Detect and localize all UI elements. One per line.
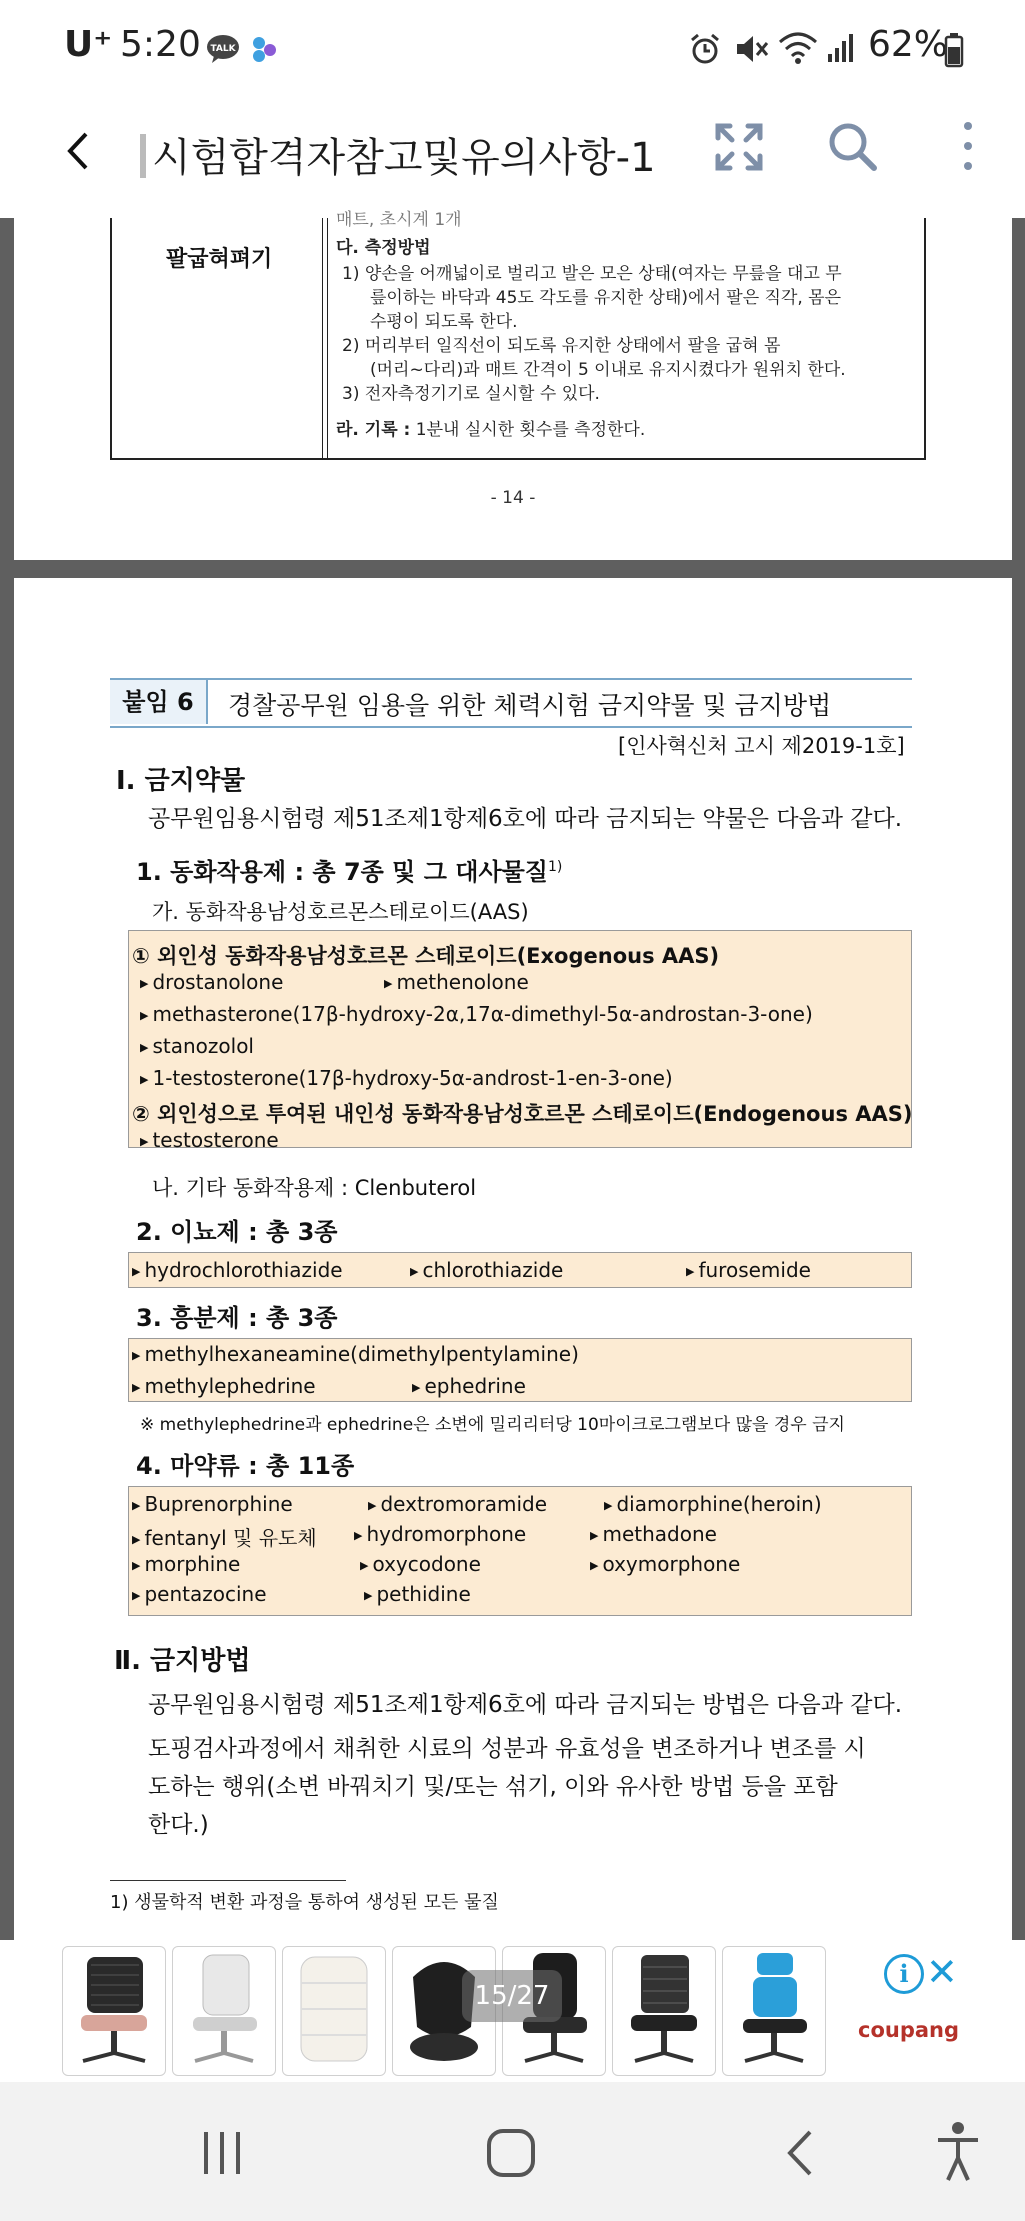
row-label: 팔굽혀펴기 (166, 247, 273, 272)
footnote-divider (110, 1880, 346, 1881)
drug-item: ▶ oxymorphone (590, 1552, 741, 1576)
drug-name: pethidine (376, 1582, 471, 1606)
step-line: 수평이 되도록 한다. (370, 312, 518, 332)
more-options-icon[interactable] (950, 118, 986, 174)
record-text: 1분내 실시한 횟수를 측정한다. (410, 420, 646, 440)
product-thumbnail[interactable] (62, 1946, 166, 2076)
ad-close-icon[interactable]: ✕ (926, 1950, 958, 1994)
stimulant-note: ※ methylephedrine과 ephedrine은 소변에 밀리리터당 10마이크로그램보다 많을 경우 금지 (140, 1415, 845, 1435)
endo-heading: ② 외인성으로 투여된 내인성 동화작용남성호르몬 스테로이드(Endogenous AAS) (132, 1102, 913, 1126)
table-divider (322, 218, 328, 458)
navigation-bar (0, 2082, 1025, 2221)
drug-item: ▶ Buprenorphine (132, 1492, 293, 1516)
ad-banner[interactable] (0, 1940, 1025, 2082)
drug-name: 1-testosterone(17β-hydroxy-5α-androst-1-en-3-one) (152, 1066, 673, 1090)
category1-title (136, 852, 562, 887)
drug-name: hydrochlorothiazide (144, 1258, 343, 1282)
drug-name: oxymorphone (602, 1552, 741, 1576)
drug-name: dextromoramide (380, 1492, 548, 1516)
section1-title: Ⅰ. 금지약물 (116, 766, 246, 796)
drug-item: ▶ methylephedrine (132, 1374, 316, 1398)
section2-body-line: 한다.) (148, 1812, 209, 1838)
talk-icon (206, 34, 240, 64)
cushion-image (283, 1947, 385, 2075)
drug-name: ephedrine (424, 1374, 526, 1398)
cut-text: 매트, 초시계 1개 (336, 210, 462, 230)
exo-heading: ① 외인성 동화작용남성호르몬 스테로이드(Exogenous AAS) (132, 944, 720, 968)
drug-item: ▶ hydrochlorothiazide (132, 1258, 343, 1282)
step-line: 3) 전자측정기기로 실시할 수 있다. (342, 384, 600, 404)
step-line: 2) 머리부터 일직선이 되도록 유지한 상태에서 팔을 굽혀 몸 (342, 336, 781, 356)
battery-icon (944, 32, 964, 68)
category1a-title: 가. 동화작용남성호르몬스테로이드(AAS) (152, 900, 529, 924)
app-notification-icon (248, 34, 280, 66)
drug-item: ▶ methadone (590, 1522, 717, 1546)
drug-item: ▶ methylhexaneamine(dimethylpentylamine) (132, 1342, 579, 1366)
drug-name: hydromorphone (366, 1522, 527, 1546)
record-label: 라. 기록 : (336, 420, 411, 440)
drug-name: methylhexaneamine(dimethylpentylamine) (144, 1342, 579, 1366)
category1-text: 1. 동화작용제 : 총 7종 및 그 대사물질 (136, 858, 548, 886)
drug-name: methadone (602, 1522, 717, 1546)
drug-name: diamorphine(heroin) (616, 1492, 822, 1516)
drug-item: ▶ testosterone (140, 1128, 279, 1152)
drug-name: oxycodone (372, 1552, 481, 1576)
drug-name: pentazocine (144, 1582, 267, 1606)
drug-item: ▶ chlorothiazide (410, 1258, 564, 1282)
step-line: (머리~다리)과 매트 간격이 5 이내로 유지시켰다가 원위치 한다. (370, 360, 846, 380)
title-fade (140, 134, 146, 178)
product-thumbnail[interactable] (722, 1946, 826, 2076)
drug-item: ▶ furosemide (686, 1258, 811, 1282)
drug-name: morphine (144, 1552, 241, 1576)
product-thumbnail[interactable] (172, 1946, 276, 2076)
attachment-title: 경찰공무원 임용을 위한 체력시험 금지약물 및 금지방법 (228, 691, 832, 720)
drug-name: methasterone(17β-hydroxy-2α,17α-dimethyl-5α-androstan-3-one) (152, 1002, 813, 1026)
section1-intro: 공무원임용시험령 제51조제1항제6호에 따라 금지되는 약물은 다음과 같다. (148, 806, 903, 832)
drug-item: ▶ methasterone(17β-hydroxy-2α,17α-dimethyl-5α-androstan-3-one) (140, 1002, 813, 1026)
office-chair-image (173, 1947, 275, 2075)
drug-item: ▶ 1-testosterone(17β-hydroxy-5α-androst-1-en-3-one) (140, 1066, 673, 1090)
product-thumbnail[interactable] (282, 1946, 386, 2076)
drug-item: ▶ fentanyl 및 유도체 (132, 1526, 317, 1550)
wifi-icon (778, 30, 818, 66)
step-line: 릎이하는 바닥과 45도 각도를 유지한 상태)에서 팔은 직각, 몸은 (370, 288, 842, 308)
section2-title: Ⅱ. 금지방법 (114, 1646, 251, 1676)
page-14 (14, 210, 1012, 560)
home-icon[interactable] (484, 2126, 538, 2180)
ad-info-icon[interactable]: i (884, 1954, 924, 1994)
svg-text:TALK: TALK (210, 44, 236, 54)
drug-item: ▶ morphine (132, 1552, 241, 1576)
document-title: 시험합격자참고및유의사항-1 (152, 135, 656, 181)
battery-percent: 62% (868, 24, 949, 65)
drug-name: methylephedrine (144, 1374, 316, 1398)
back-nav-icon[interactable] (780, 2126, 820, 2180)
method-heading: 다. 측정방법 (336, 238, 431, 258)
footnote-ref: 1) (548, 859, 563, 875)
ad-brand-logo[interactable]: coupang (858, 2018, 960, 2042)
alarm-icon (688, 32, 722, 66)
drug-name: stanozolol (152, 1034, 254, 1058)
drug-item: ▶ stanozolol (140, 1034, 254, 1058)
drug-item: ▶ hydromorphone (354, 1522, 527, 1546)
page-number: - 14 - (490, 488, 536, 508)
section2-body-line: 도하는 행위(소변 바꿔치기 및/또는 섞기, 이와 유사한 방법 등을 포함 (148, 1774, 838, 1800)
drug-name: Buprenorphine (144, 1492, 293, 1516)
document-viewer[interactable] (0, 210, 1025, 1940)
section2-body-line: 도핑검사과정에서 채취한 시료의 성분과 유효성을 변조하거나 변조를 시 (148, 1736, 866, 1762)
attachment-label: 붙임 6 (110, 680, 208, 724)
step-line: 1) 양손을 어깨넓이로 벌리고 발은 모은 상태(여자는 무릎을 대고 무 (342, 264, 842, 284)
drug-name: fentanyl 및 유도체 (144, 1526, 317, 1550)
drug-name: furosemide (698, 1258, 811, 1282)
mute-icon (734, 32, 770, 66)
section2-intro: 공무원임용시험령 제51조제1항제6호에 따라 금지되는 방법은 다음과 같다. (148, 1692, 903, 1718)
signal-icon (826, 32, 856, 64)
drug-item: ▶ pentazocine (132, 1582, 267, 1606)
drug-name: chlorothiazide (422, 1258, 564, 1282)
drug-item: ▶ drostanolone (140, 970, 284, 994)
page-indicator: 15/27 (462, 1970, 562, 2022)
notice-number: [인사혁신처 고시 제2019-1호] (618, 734, 905, 758)
office-chair-image (63, 1947, 165, 2075)
app-bar (0, 100, 1025, 218)
record-line (336, 418, 645, 442)
accessibility-icon[interactable] (932, 2120, 984, 2184)
search-icon[interactable] (826, 120, 880, 174)
product-thumbnail[interactable] (612, 1946, 716, 2076)
drug-item: ▶ pethidine (364, 1582, 471, 1606)
office-chair-image (723, 1947, 825, 2075)
category3-title: 3. 흥분제 : 총 3종 (136, 1304, 338, 1332)
category4-title: 4. 마약류 : 총 11종 (136, 1452, 355, 1480)
drug-item: ▶ oxycodone (360, 1552, 481, 1576)
drug-name: drostanolone (152, 970, 284, 994)
back-icon[interactable] (58, 126, 98, 176)
footnote: 1) 생물학적 변환 과정을 통하여 생성된 모든 물질 (110, 1892, 499, 1913)
drug-item: ▶ ephedrine (412, 1374, 526, 1398)
category2-title: 2. 이뇨제 : 총 3종 (136, 1218, 338, 1246)
recent-apps-icon[interactable] (196, 2128, 248, 2178)
status-bar (0, 0, 1025, 100)
fullscreen-icon[interactable] (712, 120, 766, 174)
clock: 5:20 (120, 24, 201, 65)
drug-item: ▶ dextromoramide (368, 1492, 548, 1516)
drug-item: ▶ diamorphine(heroin) (604, 1492, 822, 1516)
drug-item: ▶ methenolone (384, 970, 529, 994)
carrier-label: U⁺ (64, 24, 113, 65)
office-chair-image (613, 1947, 715, 2075)
drug-name: testosterone (152, 1128, 279, 1152)
category1b-title: 나. 기타 동화작용제 : Clenbuterol (152, 1176, 477, 1200)
drug-name: methenolone (396, 970, 529, 994)
page-15 (14, 578, 1012, 1978)
